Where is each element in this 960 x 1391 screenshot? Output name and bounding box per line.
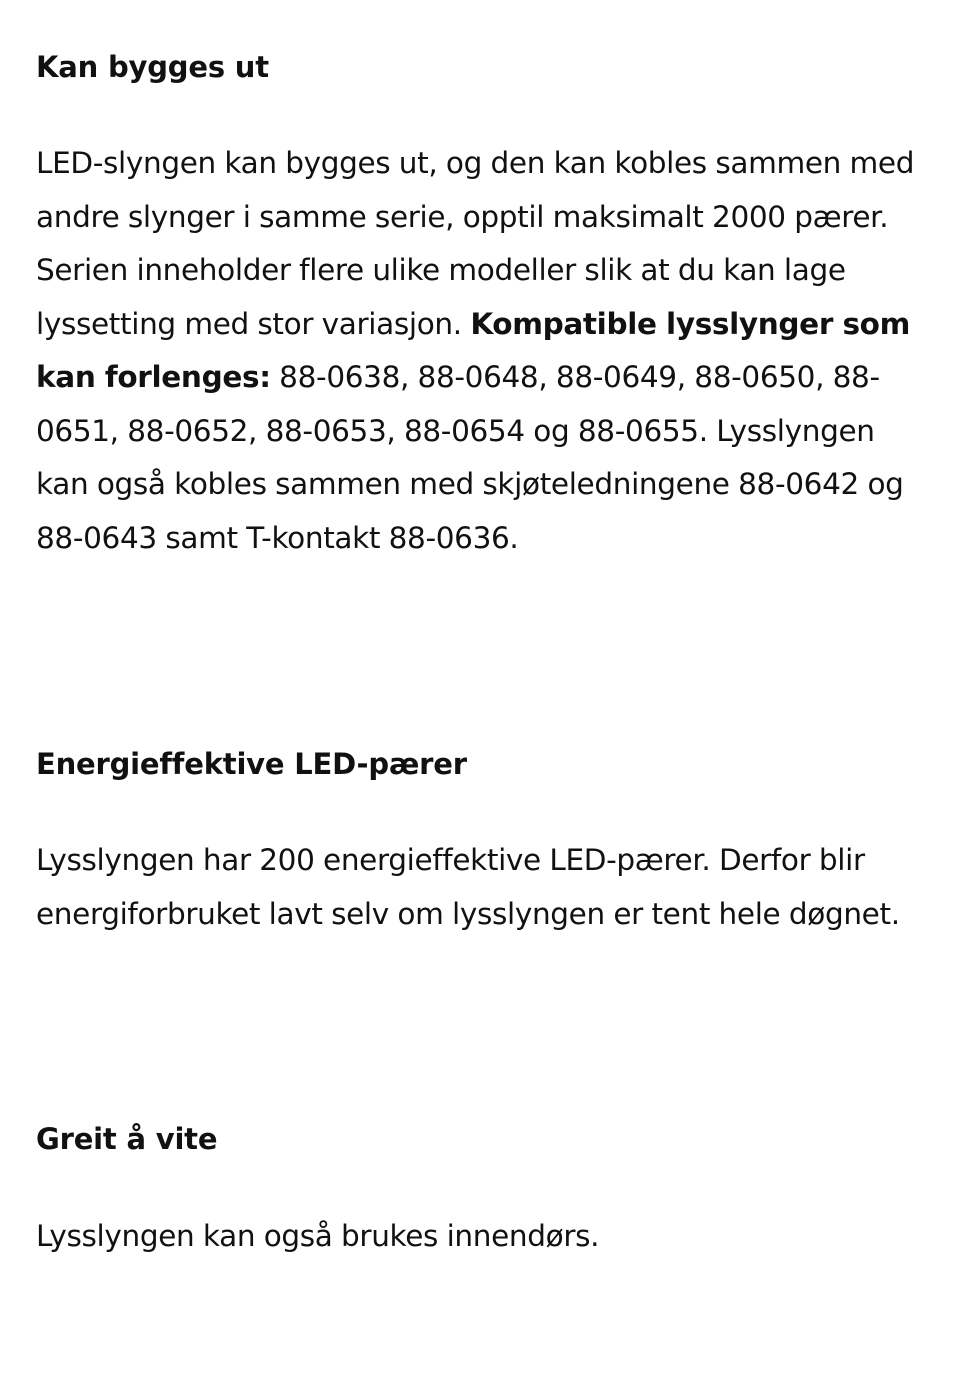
- section-energy-efficient: [36, 747, 924, 941]
- body-text-compatible-models: 88-0638, 88-0648, 88-0649, 88-0650, 88-0651, 88-0652, 88-0653, 88-0654 og 88-0655. Lysslyngen kan også kobles sammen med skjøteledningene 88-0642 og 88-0643 samt T-kontakt 88-0636.: [36, 360, 904, 555]
- body-bold-text: Kompatible lysslynger som kan forlenges:: [36, 306, 910, 394]
- section-body: Lysslyngen kan også brukes innendørs.: [36, 1219, 600, 1253]
- section-heading: Energieffektive LED-pærer: [36, 747, 467, 781]
- section-heading: Kan bygges ut: [36, 50, 269, 84]
- section-good-to-know: [36, 1122, 924, 1264]
- section-heading: Greit å vite: [36, 1122, 218, 1156]
- body-text: LED-slyngen kan bygges ut, og den kan kobles sammen med andre slynger i samme serie, opptil maksimalt 2000 pærer. Serien inneholder flere ulike modeller slik at du kan lage lyssetting med stor variasjon.: [36, 146, 915, 341]
- section-body: Lysslyngen har 200 energieffektive LED-pærer. Derfor blir energiforbruket lavt selv om lysslyngen er tent hele døgnet.: [36, 843, 900, 931]
- section-expandable: [36, 50, 924, 565]
- section-body: [36, 137, 924, 565]
